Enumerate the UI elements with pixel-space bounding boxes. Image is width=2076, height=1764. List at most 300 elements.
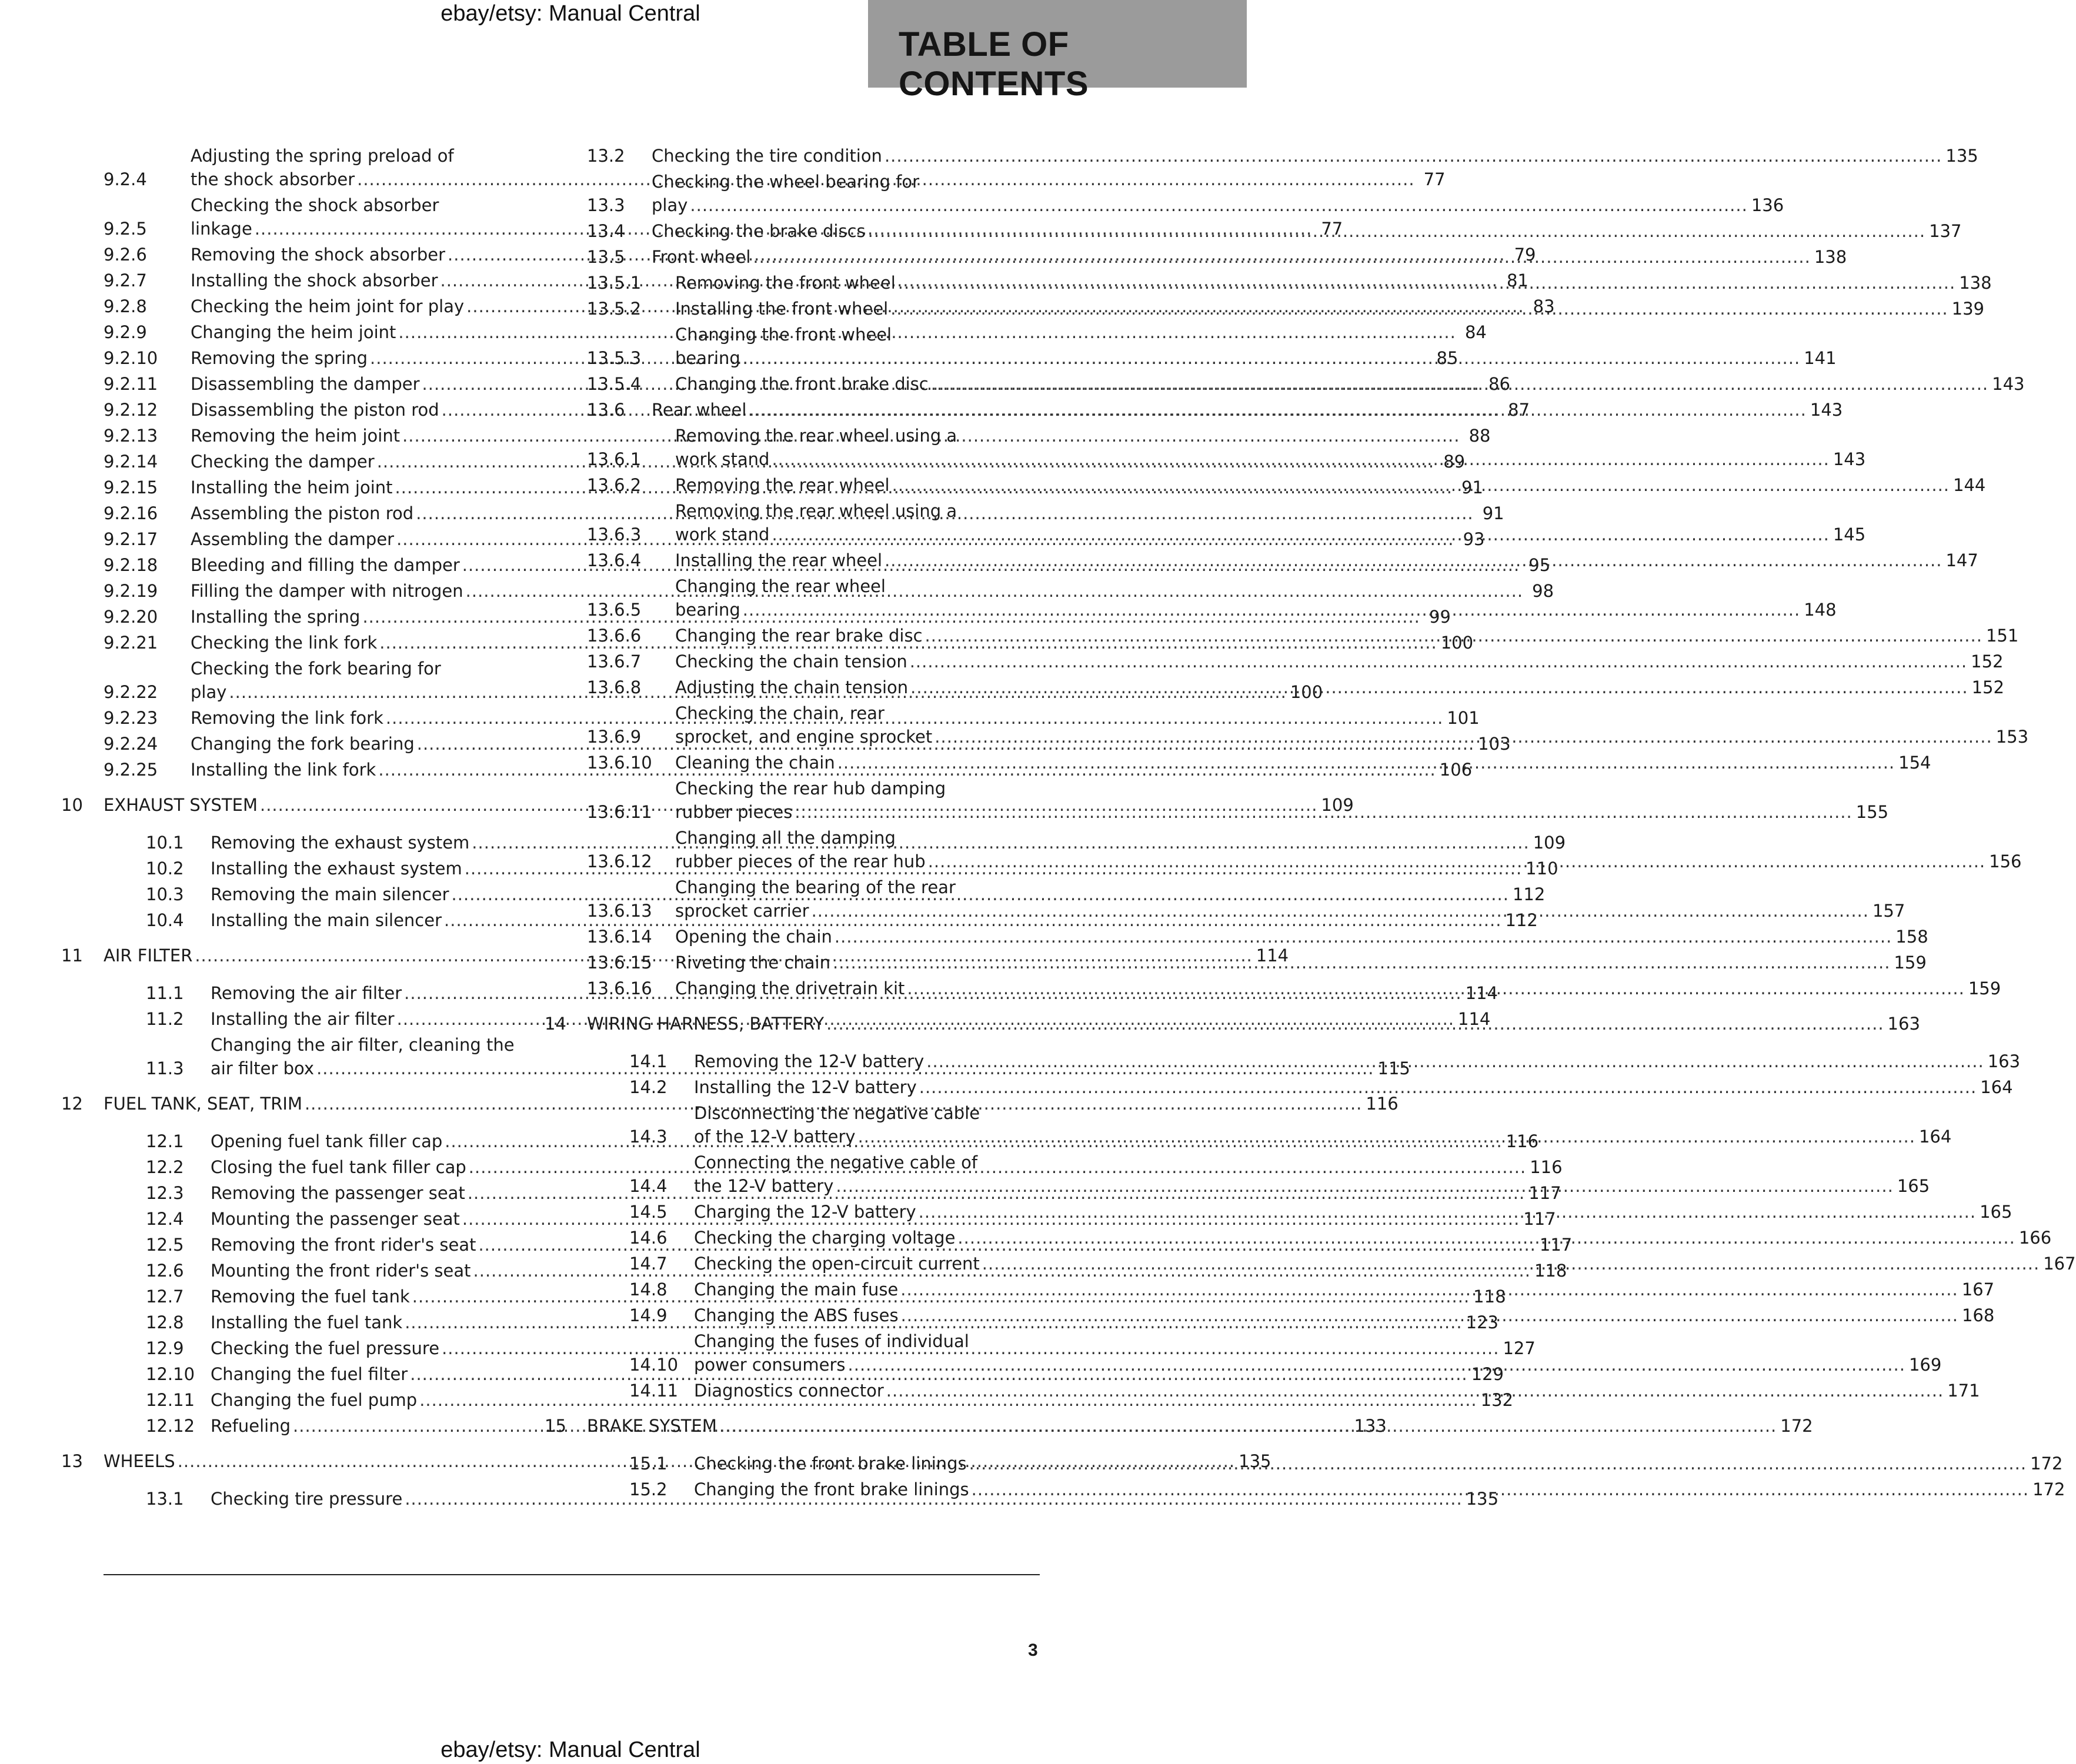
- dot-leader: [795, 800, 1852, 824]
- toc-entry-number: 13.2: [587, 146, 625, 166]
- toc-entry-title: Filling the damper with nitrogen: [191, 581, 463, 601]
- toc-page-number: 127: [1503, 1338, 1536, 1358]
- toc-page-number: 159: [1968, 978, 2001, 998]
- toc-entry-number: 14.3: [629, 1127, 667, 1147]
- toc-page-number: 103: [1478, 734, 1511, 754]
- toc-entry-title: Checking the chain tension: [675, 652, 907, 671]
- toc-entry-title: play: [191, 682, 227, 702]
- toc-entry-title: Checking the heim joint for play: [191, 296, 465, 316]
- toc-entry-title: rubber pieces of the rear hub: [675, 851, 926, 871]
- toc-entry-title: Checking the chain, rear: [675, 703, 885, 723]
- toc-page-number: 89: [1443, 452, 1466, 472]
- dot-leader: [900, 1278, 1958, 1301]
- toc-page-number: 109: [1533, 833, 1566, 853]
- toc-entry-title: Checking the wheel bearing for: [652, 172, 920, 192]
- toc-entry-title: Closing the fuel tank filler cap: [211, 1157, 466, 1177]
- toc-entry-title: sprocket, and engine sprocket: [675, 727, 933, 747]
- toc-page-number: 77: [1423, 169, 1446, 189]
- toc-entry-title: Checking the rear hub damping: [675, 779, 946, 799]
- dot-leader: [885, 144, 1942, 168]
- toc-page-number: 164: [1918, 1127, 1952, 1147]
- toc-entry-title: Changing the main fuse: [694, 1279, 899, 1299]
- toc-entry-number: 9.2.5: [104, 219, 147, 239]
- toc-page-number: 171: [1947, 1381, 1980, 1401]
- toc-entry-number: 9.2.20: [104, 607, 158, 627]
- dot-leader: [836, 1174, 1893, 1198]
- toc-entry-number: 13.6.6: [587, 626, 642, 646]
- dot-leader: [892, 473, 1950, 497]
- toc-entry-number: 9.2.6: [104, 245, 147, 265]
- toc-entry-number: 13.5.3: [587, 348, 642, 368]
- toc-page-number: 91: [1482, 503, 1504, 523]
- toc-entry-number: 9.2.22: [104, 682, 158, 702]
- dot-leader: [858, 1125, 1915, 1148]
- toc-entry-title: Removing the air filter: [211, 983, 402, 1003]
- toc-entry-title: Installing the 12-V battery: [694, 1077, 917, 1097]
- toc-entry-title: Disconnecting the negative cable: [694, 1103, 980, 1123]
- toc-entry-number: 11.1: [146, 983, 184, 1003]
- toc-page-number: 165: [1897, 1176, 1930, 1196]
- toc-page-number: 114: [1256, 946, 1289, 965]
- toc-entry-title: Mounting the front rider's seat: [211, 1261, 471, 1281]
- toc-page-number: 77: [1321, 219, 1343, 239]
- toc-entry-title: Cleaning the chain: [675, 753, 835, 773]
- toc-entry-number: 12.11: [146, 1390, 195, 1410]
- dot-leader: [907, 977, 1964, 1000]
- dot-leader: [910, 676, 1968, 699]
- toc-page-number: 168: [1961, 1305, 1995, 1325]
- toc-entry-number: 14.8: [629, 1279, 667, 1299]
- toc-entry-title: Removing the heim joint: [191, 426, 400, 446]
- toc-page-number: 152: [1971, 677, 2004, 697]
- toc-entry-title: Checking the tire condition: [652, 146, 882, 166]
- dot-leader: [812, 899, 1869, 923]
- section-title: TABLE OF CONTENTS: [899, 25, 1089, 103]
- toc-page-number: 145: [1833, 524, 1866, 544]
- toc-entry-title: linkage: [191, 219, 252, 239]
- toc-page-number: 144: [1953, 475, 1986, 495]
- toc-entry-number: 9.2.24: [104, 734, 158, 754]
- toc-entry-number: 13.6.7: [587, 652, 642, 671]
- toc-entry[interactable]: [587, 650, 2004, 673]
- toc-entry-number: 10.1: [146, 833, 184, 853]
- toc-page-number: 99: [1428, 607, 1451, 627]
- toc-page-number: 133: [1354, 1416, 1387, 1436]
- toc-entry-title: power consumers: [694, 1355, 846, 1375]
- toc-entry-title: play: [652, 195, 688, 215]
- toc-entry-number: 12.1: [146, 1131, 184, 1151]
- toc-entry-title: Disassembling the piston rod: [191, 400, 439, 420]
- toc-entry-title: WHEELS: [104, 1451, 175, 1471]
- toc-page-number: 79: [1514, 245, 1536, 265]
- toc-entry-number: 13.6.11: [587, 802, 652, 822]
- toc-entry-number: 14.4: [629, 1176, 667, 1196]
- toc-entry-title: Changing the fuses of individual: [694, 1331, 969, 1351]
- dot-leader: [743, 598, 1800, 622]
- dot-leader: [910, 650, 1967, 673]
- toc-entry-number: 13.3: [587, 195, 625, 215]
- toc-page-number: 87: [1508, 400, 1530, 420]
- toc-entry-number: 13.1: [146, 1489, 184, 1509]
- toc-entry[interactable]: [587, 144, 1978, 168]
- toc-entry-number: 13.6.12: [587, 851, 652, 871]
- toc-entry-title: Removing the main silencer: [211, 884, 449, 904]
- toc-entry-number: 14.7: [629, 1254, 667, 1274]
- toc-entry-number: 9.2.9: [104, 322, 147, 342]
- toc-entry-number: 10.4: [146, 910, 184, 930]
- toc-page-number: 101: [1447, 708, 1480, 728]
- dot-leader: [931, 372, 1988, 396]
- toc-entry-title: Installing the spring: [191, 607, 361, 627]
- toc-entry-title: WIRING HARNESS, BATTERY: [587, 1014, 825, 1034]
- toc-entry-title: Charging the 12-V battery: [694, 1202, 916, 1222]
- toc-page-number: 153: [1995, 727, 2029, 747]
- dot-leader: [772, 523, 1829, 546]
- toc-entry-title: Installing the main silencer: [211, 910, 442, 930]
- toc-entry-number: 13.6.13: [587, 901, 652, 921]
- toc-entry-number: 14.11: [629, 1381, 679, 1401]
- toc-page-number: 114: [1458, 1009, 1491, 1029]
- toc-entry-title: Changing the rear brake disc: [675, 626, 923, 646]
- toc-page-number: 112: [1505, 910, 1538, 930]
- toc-page-number: 164: [1980, 1077, 2013, 1097]
- toc-page-number: 129: [1471, 1364, 1504, 1384]
- dot-leader: [957, 1226, 2015, 1250]
- toc-entry-number: 12.8: [146, 1312, 184, 1332]
- toc-page-number: 135: [1466, 1489, 1499, 1509]
- toc-entry-number: 9.2.23: [104, 708, 158, 728]
- toc-entry-title: Changing the fuel filter: [211, 1364, 408, 1384]
- toc-entry-number: 13: [61, 1451, 83, 1471]
- toc-entry-title: Checking the fork bearing for: [191, 659, 441, 679]
- toc-page-number: 118: [1473, 1287, 1506, 1307]
- toc-entry-title: Installing the shock absorber: [191, 270, 438, 290]
- toc-entry-number: 12.10: [146, 1364, 195, 1384]
- toc-entry-title: Changing the front wheel: [675, 325, 892, 345]
- toc-entry-title: Removing the rear wheel using a: [675, 501, 957, 521]
- toc-entry-number: 9.2.25: [104, 760, 158, 780]
- toc-entry-title: Checking the fuel pressure: [211, 1338, 440, 1358]
- toc-entry-number: 13.4: [587, 221, 625, 241]
- toc-entry[interactable]: [587, 1075, 2013, 1099]
- toc-entry-number: 9.2.17: [104, 529, 158, 549]
- toc-page-number: 136: [1751, 195, 1784, 215]
- watermark-bottom: ebay/etsy: Manual Central: [440, 1738, 700, 1762]
- toc-entry-number: 13.6.3: [587, 524, 642, 544]
- toc-entry-title: FUEL TANK, SEAT, TRIM: [104, 1094, 302, 1114]
- toc-page-number: 147: [1945, 550, 1978, 570]
- toc-page-number: 117: [1539, 1235, 1573, 1255]
- toc-page-number: 172: [1780, 1416, 1813, 1436]
- toc-page-number: 148: [1804, 600, 1837, 620]
- toc-entry-number: 9.2.16: [104, 503, 158, 523]
- toc-entry-title: Checking the front brake linings: [694, 1454, 967, 1474]
- toc-entry-number: 9.2.11: [104, 374, 158, 394]
- toc-entry-number: 12.6: [146, 1261, 184, 1281]
- toc-entry-title: Connecting the negative cable of: [694, 1152, 978, 1172]
- toc-page-number: 88: [1468, 426, 1491, 446]
- toc-entry-title: Changing all the damping: [675, 828, 896, 848]
- toc-page-number: 123: [1466, 1312, 1498, 1332]
- toc-entry-title: Opening fuel tank filler cap: [211, 1131, 443, 1151]
- toc-entry-number: 12: [61, 1094, 83, 1114]
- toc-entry-title: Changing the drivetrain kit: [675, 978, 905, 998]
- toc-page-number: 138: [1959, 273, 1992, 293]
- toc-entry-number: 13.6.10: [587, 753, 652, 773]
- toc-page-number: 116: [1506, 1131, 1539, 1151]
- toc-entry-number: 12.3: [146, 1183, 184, 1203]
- toc-entry-number: 13.6.9: [587, 727, 642, 747]
- toc-page-number: 137: [1929, 221, 1962, 241]
- dot-leader: [926, 1050, 1984, 1073]
- toc-entry-title: Removing the passenger seat: [211, 1183, 465, 1203]
- toc-entry-number: 13.6.2: [587, 475, 642, 495]
- toc-entry-title: Mounting the passenger seat: [211, 1209, 460, 1229]
- toc-entry-number: 14.10: [629, 1355, 679, 1375]
- toc-page-number: 159: [1894, 953, 1927, 973]
- toc-entry-title: Removing the rear wheel using a: [675, 426, 957, 446]
- dot-leader: [969, 1452, 2027, 1475]
- toc-entry-number: 13.6.14: [587, 927, 652, 947]
- toc-entry-number: 12.12: [146, 1416, 195, 1436]
- toc-page-number: 112: [1512, 884, 1546, 904]
- toc-entry-number: 13.6.15: [587, 953, 652, 973]
- toc-entry-number: 13.5.4: [587, 374, 642, 394]
- toc-entry-number: 9.2.8: [104, 296, 147, 316]
- toc-page-number: 143: [1810, 400, 1843, 420]
- toc-entry-number: 14.1: [629, 1051, 667, 1071]
- toc-page-number: 141: [1804, 348, 1837, 368]
- toc-entry-number: 9.2.19: [104, 581, 158, 601]
- dot-leader: [886, 1379, 1944, 1402]
- dot-leader: [753, 245, 1810, 269]
- toc-entry-title: Checking the open-circuit current: [694, 1254, 980, 1274]
- toc-entry-number: 9.2.21: [104, 633, 158, 653]
- toc-entry-number: 12.9: [146, 1338, 184, 1358]
- toc-page-number: 163: [1987, 1051, 2021, 1071]
- toc-entry-title: Changing the fork bearing: [191, 734, 415, 754]
- toc-entry-number: 13.6.4: [587, 550, 642, 570]
- toc-page-number: 116: [1366, 1094, 1399, 1114]
- toc-entry-number: 12.4: [146, 1209, 184, 1229]
- toc-entry-title: EXHAUST SYSTEM: [104, 795, 258, 815]
- toc-entry-title: sprocket carrier: [675, 901, 809, 921]
- toc-page-number: 152: [1971, 652, 2004, 671]
- toc-page-number: 110: [1526, 858, 1558, 878]
- section-header-tab: [868, 0, 1247, 103]
- toc-page-number: 118: [1534, 1261, 1567, 1281]
- toc-page-number: 143: [1833, 449, 1866, 469]
- dot-leader: [835, 925, 1892, 948]
- toc-entry-title: Installing the rear wheel: [675, 550, 883, 570]
- toc-entry-title: Adjusting the spring preload of: [191, 146, 454, 166]
- toc-entry-title: bearing: [675, 348, 740, 368]
- toc-entry-title: Changing the fuel pump: [211, 1390, 418, 1410]
- toc-page-number: 172: [2030, 1454, 2063, 1474]
- toc-page-number: 114: [1465, 983, 1498, 1003]
- toc-entry-number: 9.2.10: [104, 348, 158, 368]
- toc-entry-title: Checking the brake discs: [652, 221, 866, 241]
- toc-entry-number: 15.1: [629, 1454, 667, 1474]
- toc-entry-title: Removing the front wheel: [675, 273, 896, 293]
- toc-page-number: 172: [2032, 1479, 2065, 1499]
- toc-page-number: 98: [1532, 581, 1554, 601]
- toc-page-number: 91: [1461, 477, 1483, 497]
- toc-entry-number: 9.2.13: [104, 426, 158, 446]
- toc-entry-number: 9.2.7: [104, 270, 147, 290]
- dot-leader: [919, 1200, 1976, 1224]
- toc-entry-number: 14.6: [629, 1228, 667, 1248]
- toc-entry-number: 13.5.2: [587, 299, 642, 319]
- toc-page-number: 143: [1992, 374, 2025, 394]
- toc-page-number: 156: [1989, 851, 2022, 871]
- watermark-top: ebay/etsy: Manual Central: [440, 1, 700, 26]
- toc-page-number: 117: [1523, 1209, 1556, 1229]
- toc-entry-title: work stand: [675, 524, 770, 544]
- toc-entry-title: Checking the link fork: [191, 633, 378, 653]
- toc-entry-number: 10.3: [146, 884, 184, 904]
- toc-entry-number: 13.6.8: [587, 677, 642, 697]
- toc-entry[interactable]: [587, 925, 1928, 948]
- toc-entry-title: Changing the rear wheel: [675, 576, 886, 596]
- dot-leader: [934, 725, 1992, 749]
- toc-entry-title: Removing the link fork: [191, 708, 383, 728]
- toc-page-number: 167: [2043, 1254, 2076, 1274]
- toc-entry-number: 14: [545, 1014, 566, 1034]
- toc-page-number: 100: [1290, 682, 1323, 702]
- dot-leader: [833, 951, 1890, 974]
- toc-entry-title: bearing: [675, 600, 740, 620]
- dot-leader: [901, 1304, 1958, 1327]
- toc-page-number: 163: [1887, 1014, 1920, 1034]
- toc-page-number: 83: [1533, 296, 1555, 316]
- dot-leader: [925, 624, 1982, 647]
- toc-entry-title: Adjusting the chain tension: [675, 677, 909, 697]
- toc-entry-number: 12.7: [146, 1287, 184, 1307]
- toc-page-number: 93: [1463, 529, 1485, 549]
- toc-entry-title: Front wheel: [652, 247, 751, 267]
- toc-entry-title: Refueling: [211, 1416, 291, 1436]
- toc-entry-title: Changing the ABS fuses: [694, 1305, 899, 1325]
- toc-entry-title: work stand: [675, 449, 770, 469]
- toc-entry-number: 9.2.12: [104, 400, 158, 420]
- toc-entry-title: Installing the air filter: [211, 1009, 395, 1029]
- toc-page-number: 166: [2018, 1228, 2052, 1248]
- toc-entry-number: 9.2.4: [104, 169, 147, 189]
- toc-entry-number: 14.5: [629, 1202, 667, 1222]
- toc-entry-title: rubber pieces: [675, 802, 793, 822]
- toc-entry-title: Diagnostics connector: [694, 1381, 884, 1401]
- toc-entry-number: 12.2: [146, 1157, 184, 1177]
- toc-entry-title: the shock absorber: [191, 169, 355, 189]
- toc-entry-title: Changing the front brake linings: [694, 1479, 969, 1499]
- toc-entry-title: air filter box: [211, 1058, 315, 1078]
- dot-leader: [837, 751, 1895, 774]
- toc-page-number: 151: [1985, 626, 2019, 646]
- toc-entry-title: Installing the front wheel: [675, 299, 889, 319]
- toc-entry-number: 9.2.15: [104, 477, 158, 497]
- toc-entry-title: of the 12-V battery: [694, 1127, 856, 1147]
- toc-entry-number: 13.6: [587, 400, 625, 420]
- toc-entry-title: Changing the front brake disc: [675, 374, 929, 394]
- toc-page-number: 85: [1436, 348, 1458, 368]
- toc-entry-title: Opening the chain: [675, 927, 832, 947]
- toc-entry-title: BRAKE SYSTEM: [587, 1416, 717, 1436]
- dot-leader: [749, 398, 1806, 422]
- toc-page-number: 135: [1239, 1451, 1271, 1471]
- toc-entry-title: Changing the heim joint: [191, 322, 396, 342]
- toc-entry-number: 11: [61, 946, 83, 965]
- toc-entry-title: Checking the damper: [191, 452, 375, 472]
- toc-page-number: 135: [1945, 146, 1978, 166]
- toc-page-number: 106: [1439, 760, 1473, 780]
- dot-leader: [772, 447, 1829, 471]
- toc-entry-title: Rear wheel: [652, 400, 747, 420]
- dot-leader: [743, 346, 1800, 370]
- toc-page-number: 115: [1377, 1058, 1410, 1078]
- toc-entry-number: 10: [61, 795, 83, 815]
- toc-entry-title: Bleeding and filling the damper: [191, 555, 460, 575]
- toc-entry-title: Removing the 12-V battery: [694, 1051, 924, 1071]
- toc-entry-title: Removing the shock absorber: [191, 245, 446, 265]
- dot-leader: [890, 297, 1948, 320]
- page-number: 3: [1028, 1641, 1038, 1660]
- dot-leader: [972, 1478, 2029, 1501]
- toc-entry-title: Removing the spring: [191, 348, 368, 368]
- toc-page-number: 117: [1528, 1183, 1561, 1203]
- toc-entry-title: Riveting the chain: [675, 953, 830, 973]
- toc-entry-title: Removing the exhaust system: [211, 833, 470, 853]
- toc-entry-number: 10.2: [146, 858, 184, 878]
- toc-entry-title: Assembling the damper: [191, 529, 395, 549]
- dot-leader: [885, 549, 1942, 572]
- toc-entry-number: 11.2: [146, 1009, 184, 1029]
- dot-leader: [898, 271, 1955, 295]
- toc-entry-title: AIR FILTER: [104, 946, 193, 965]
- toc-page-number: 132: [1480, 1390, 1513, 1410]
- toc-entry-title: Removing the front rider's seat: [211, 1235, 476, 1255]
- toc-entry-number: 11.3: [146, 1058, 184, 1078]
- toc-page-number: 100: [1440, 633, 1474, 653]
- toc-entry-title: Assembling the piston rod: [191, 503, 414, 523]
- toc-page-number: 167: [1961, 1279, 1995, 1299]
- toc-entry-number: 9.2.14: [104, 452, 158, 472]
- toc-entry-number: 13.6.16: [587, 978, 652, 998]
- toc-entry-title: Removing the fuel tank: [211, 1287, 410, 1307]
- toc-entry-title: Installing the fuel tank: [211, 1312, 403, 1332]
- toc-page-number: 169: [1908, 1355, 1942, 1375]
- toc-entry-title: Installing the exhaust system: [211, 858, 462, 878]
- dot-leader: [919, 1075, 1977, 1099]
- toc-entry-title: Checking the charging voltage: [694, 1228, 956, 1248]
- toc-entry-title: Changing the air filter, cleaning the: [211, 1035, 515, 1055]
- toc-page-number: 155: [1855, 802, 1889, 822]
- toc-page-number: 84: [1464, 322, 1487, 342]
- toc-entry-number: 14.9: [629, 1305, 667, 1325]
- toc-page-number: 138: [1814, 247, 1847, 267]
- toc-entry-title: Checking tire pressure: [211, 1489, 403, 1509]
- toc-entry-number: 14.2: [629, 1077, 667, 1097]
- toc-entry-title: Installing the heim joint: [191, 477, 393, 497]
- toc-page-number: 81: [1507, 270, 1528, 290]
- dot-leader: [982, 1252, 2040, 1275]
- toc-page-number: 95: [1528, 555, 1551, 575]
- toc-entry-number: 13.6.1: [587, 449, 642, 469]
- dot-leader: [868, 219, 1925, 243]
- toc-page-number: 86: [1488, 374, 1510, 394]
- dot-leader: [826, 1012, 1884, 1035]
- toc-entry-number: 9.2.18: [104, 555, 158, 575]
